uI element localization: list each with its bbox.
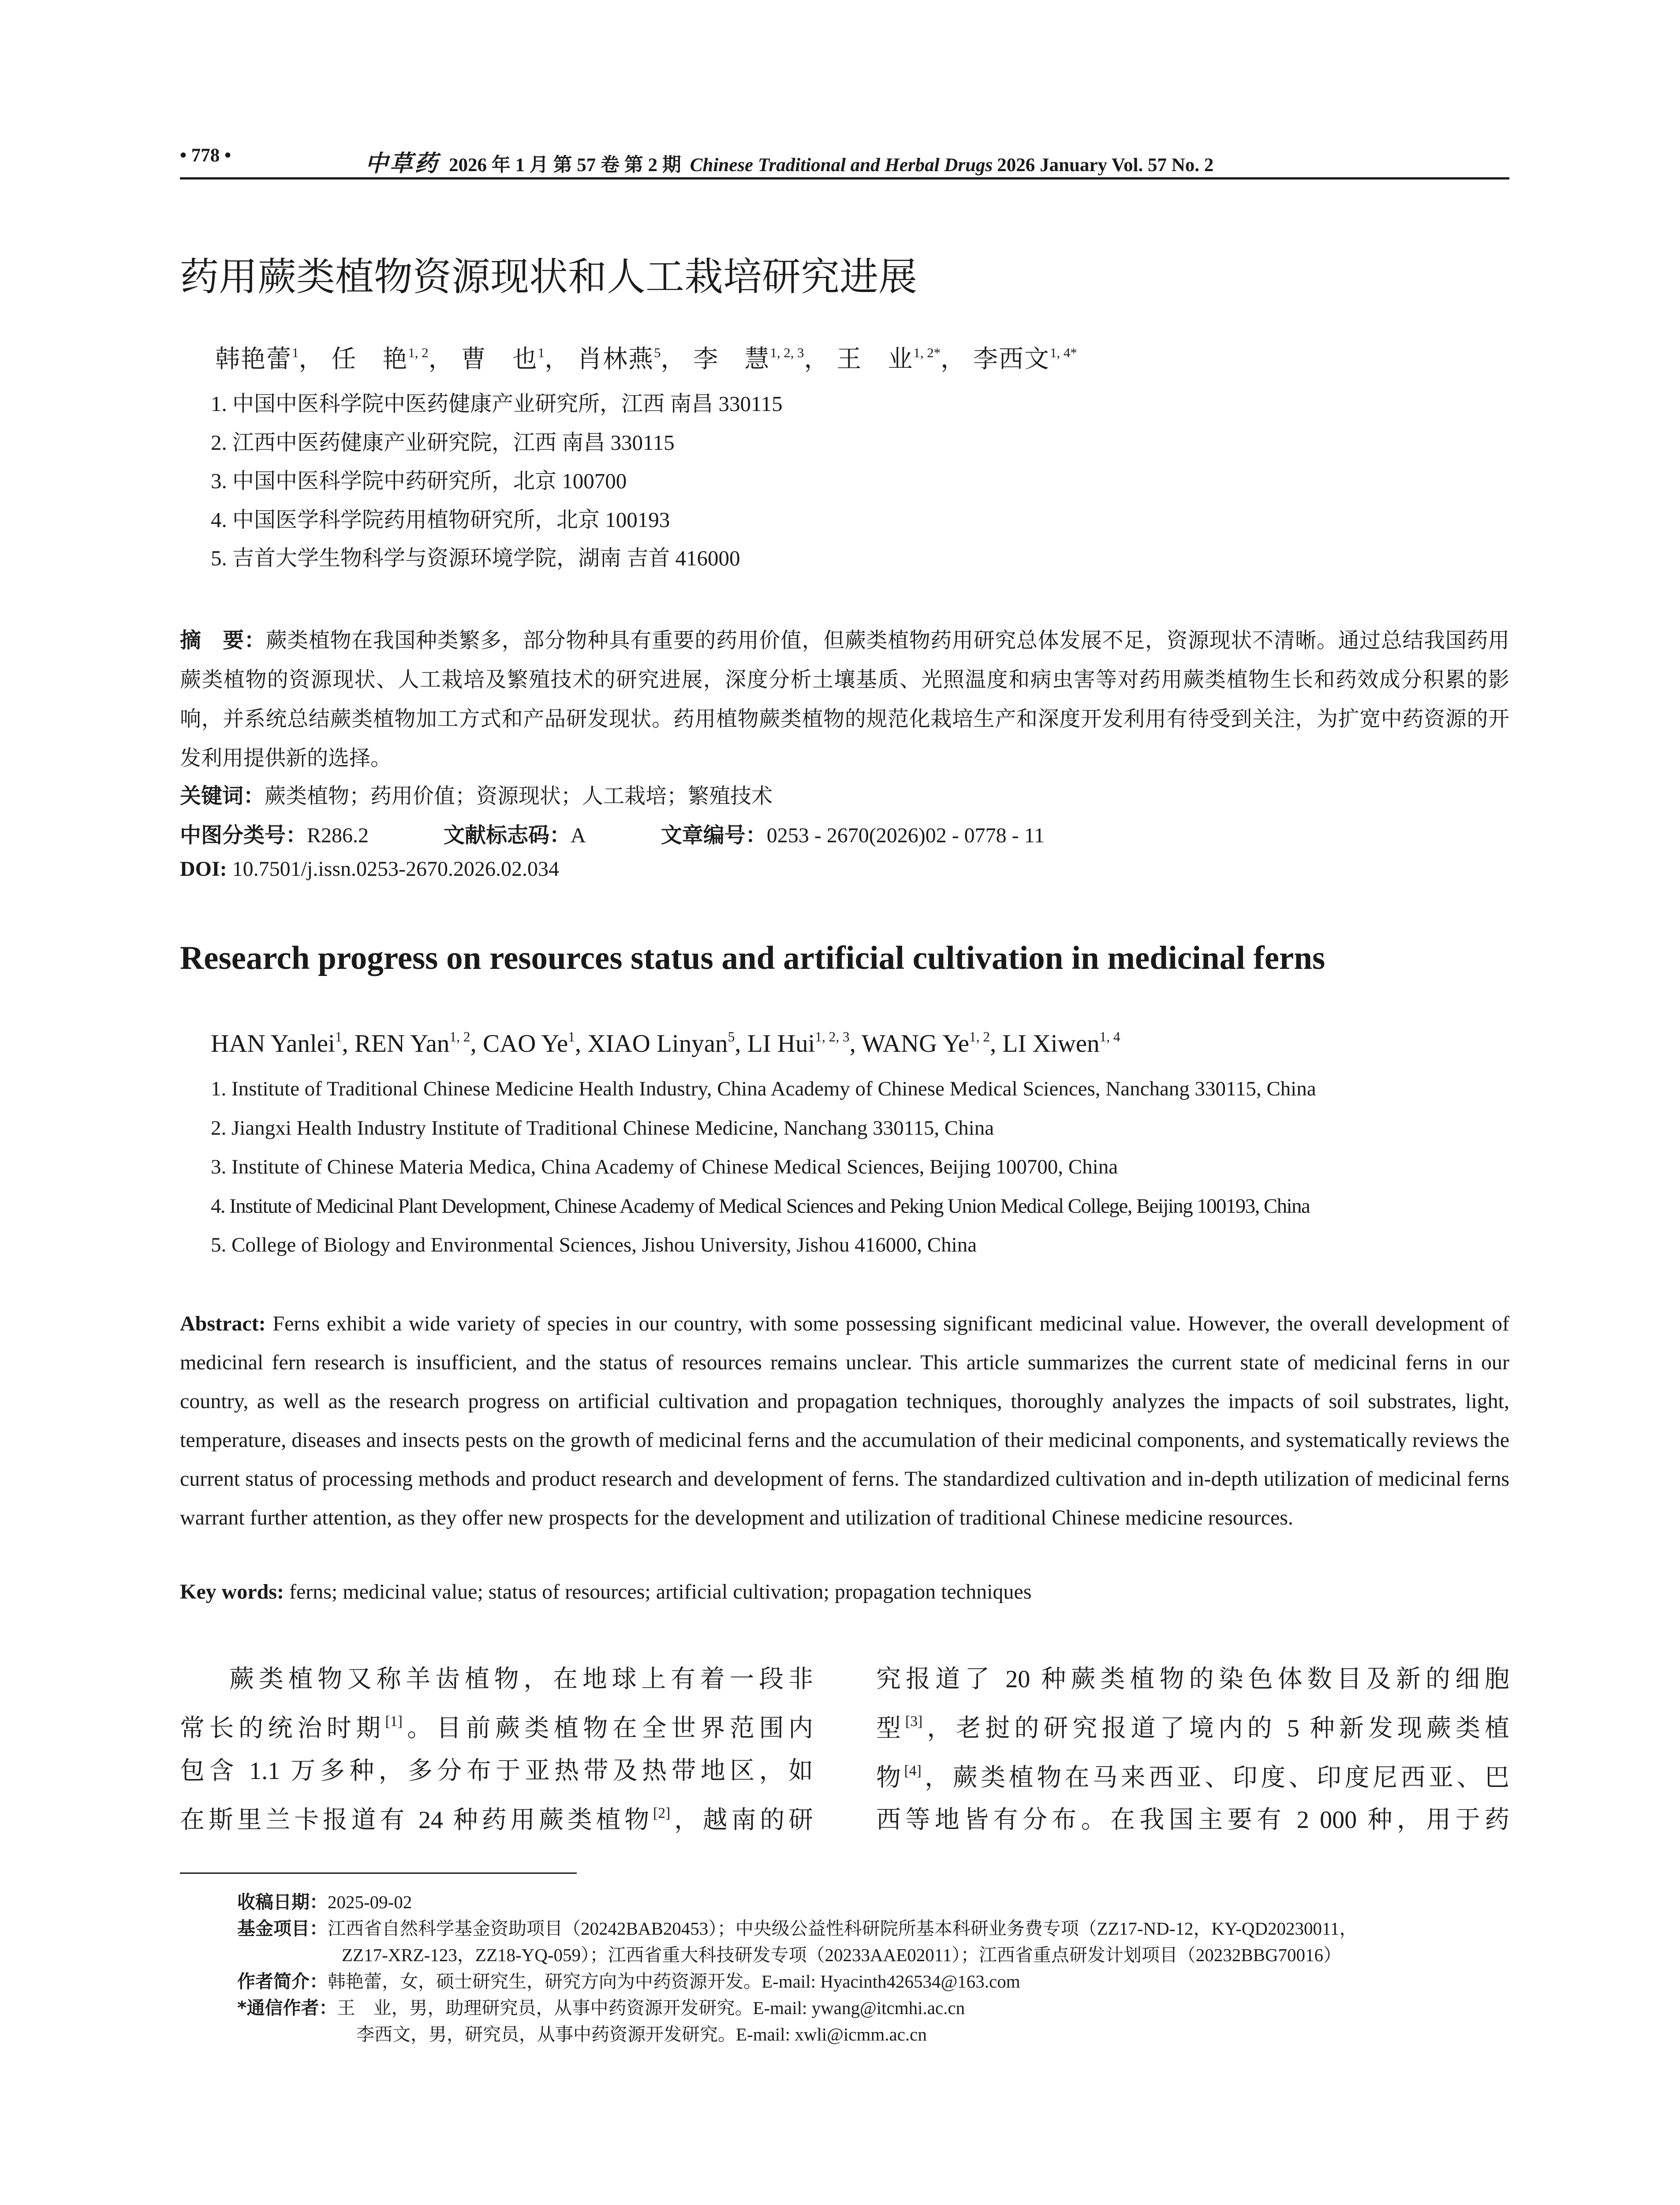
affiliation-cn: 3. 中国中医科学院中药研究所，北京 100700 — [211, 469, 627, 493]
journal-issue-cn: 2026 年 1 月 第 57 卷 第 2 期 — [449, 155, 681, 176]
affiliation-cn: 2. 江西中医药健康产业研究院，江西 南昌 330115 — [211, 430, 675, 455]
affiliation-en: 5. College of Biology and Environmental Sciences, Jishou University, Jishou 416000, China — [211, 1233, 977, 1256]
affiliation-cn: 4. 中国医学科学院药用植物研究所，北京 100193 — [211, 507, 670, 532]
affiliation-cn: 5. 吉首大学生物科学与资源环境学院，湖南 吉首 416000 — [211, 546, 740, 570]
body-column-right — [876, 1658, 1509, 1841]
author-en: LI Hui$^{1, 2, 3}$ — [747, 1029, 850, 1058]
document-code: A — [571, 824, 586, 847]
abstract-text-cn: 蕨类植物在我国种类繁多，部分物种具有重要的药用价值，但蕨类植物药用研究总体发展不足，资源现状不清晰。通过总结我国药用蕨类植物的资源现状、人工栽培及繁殖技术的研究进展，深度分析土壤基质、光照温度和病虫害等对药用蕨类植物生长和药效成分积累的影响，并系统总结蕨类植物加工方式和产品研发现状。药用植物蕨类植物的规范化栽培生产和深度开发利用有待受到关注，为扩宽中药资源的开发利用提供新的选择。 — [180, 629, 1509, 770]
body-line: 常长的统治时期[1]。目前蕨类植物在全世界范围内 — [180, 1713, 814, 1742]
abstract-cn — [180, 621, 1509, 778]
affiliation-en: 3. Institute of Chinese Materia Medica, China Academy of Chinese Medical Sciences, Beijing 100700, China — [211, 1155, 1118, 1178]
journal-brand-cn: 中草药 — [365, 150, 440, 177]
keywords-en: Key words: ferns; medicinal value; status of resources; artificial cultivation; propagation techniques — [180, 1580, 1032, 1603]
doi-link[interactable]: 10.7501/j.issn.0253-2670.2026.02.034 — [232, 857, 560, 881]
footnote-fund-cont: ZZ17-XRZ-123，ZZ18-YQ-059）；江西省重大科技研发专项（20233AAE02011）；江西省重点研发计划项目（20232BBG70016） — [342, 1945, 1342, 1965]
clc-number: R286.2 — [307, 824, 369, 847]
abstract-label-cn: 摘 要： — [180, 628, 266, 653]
affiliation-cn: 1. 中国中医科学院中医药健康产业研究所，江西 南昌 330115 — [211, 392, 783, 416]
footnote-author-bio: 作者简介：韩艳蕾，女，硕士研究生，研究方向为中药资源开发。E-mail: Hyacinth426534@163.com — [237, 1971, 1020, 1992]
citation[interactable]: [2] — [653, 1805, 671, 1821]
journal-info — [365, 145, 1213, 178]
author-list-cn: 韩艳蕾$^1$， 任 艳$^{1, 2}$， 曹 也$^1$， 肖林燕$^5$， 李 慧$^{1, 2, 3}$， 王 业$^{1, 2*}$， 李西文$^{1, 4*}$ — [215, 345, 1077, 373]
article-title-en: Research progress on resources status and artificial cultivation in medicinal ferns — [180, 940, 1325, 976]
body-line: 型[3]，老挝的研究报道了境内的 5 种新发现蕨类植 — [876, 1713, 1510, 1742]
journal-issue-en: 2026 January Vol. 57 No. 2 — [997, 155, 1214, 176]
author-cn: 韩艳蕾$^1$ — [215, 345, 299, 373]
article-number: 0253 - 2670(2026)02 - 0778 - 11 — [766, 824, 1045, 847]
footnote-corresponding-2: 李西文，男，研究员，从事中药资源开发研究。E-mail: xwli@icmm.ac.cn — [356, 2024, 927, 2044]
affiliation-en: 1. Institute of Traditional Chinese Medicine Health Industry, China Academy of Chinese Medical Sciences, Nanchang 330115, China — [211, 1077, 1316, 1100]
footnote-corresponding: *通信作者：王 业，男，助理研究员，从事中药资源开发研究。E-mail: ywang@itcmhi.ac.cn — [237, 1997, 965, 2018]
author-cn: 李 慧$^{1, 2, 3}$ — [693, 345, 804, 373]
author-en: WANG Ye$^{1, 2}$ — [862, 1029, 990, 1058]
body-line: 西等地皆有分布。在我国主要有 2 000 种，用于药 — [876, 1806, 1509, 1834]
body-column-left — [180, 1658, 813, 1841]
affiliations-cn — [211, 385, 783, 578]
author-en: REN Yan$^{1, 2}$ — [355, 1029, 470, 1058]
citation[interactable]: [1] — [385, 1713, 403, 1730]
author-en: XIAO Linyan$^5$ — [587, 1029, 735, 1058]
affiliations-en — [211, 1069, 1316, 1265]
abstract-label-en: Abstract: — [180, 1312, 266, 1335]
citation[interactable]: [3] — [905, 1713, 923, 1730]
body-line: 蕨类植物又称羊齿植物，在地球上有着一段非 — [229, 1666, 813, 1693]
body-line: 包含 1.1 万多种，多分布于亚热带及热带地区，如 — [180, 1757, 813, 1785]
author-cn: 李西文$^{1, 4*}$ — [973, 345, 1077, 373]
body-line: 物[4]，蕨类植物在马来西亚、印度、印度尼西亚、巴 — [876, 1762, 1510, 1792]
footnote-fund: 基金项目：江西省自然科学基金资助项目（20242BAB20453）；中央级公益性科研院所基本科研业务费专项（ZZ17-ND-12，KY-QD20230011， — [237, 1918, 1358, 1939]
author-list-en: HAN Yanlei$^1$, REN Yan$^{1, 2}$, CAO Ye$^1$, XIAO Linyan$^5$, LI Hui$^{1, 2, 3}$, WANG Ye$^{1, 2}$, LI Xiwen$^{1, 4}$ — [211, 1029, 1120, 1058]
author-en: HAN Yanlei$^1$ — [211, 1029, 342, 1058]
journal-name-en: Chinese Traditional and Herbal Drugs — [690, 155, 993, 176]
classification-row: 中图分类号：R286.2 文献标志码：A 文章编号：0253 - 2670(2026)02 - 0778 - 11 — [180, 823, 1045, 848]
running-header — [180, 140, 1509, 177]
footnote-rule — [180, 1872, 577, 1874]
abstract-en — [180, 1304, 1509, 1537]
author-en: LI Xiwen$^{1, 4}$ — [1002, 1029, 1120, 1058]
page-number: • 778 • — [180, 145, 231, 166]
author-cn: 曹 也$^1$ — [461, 345, 545, 373]
abstract-text-en: Ferns exhibit a wide variety of species in our country, with some possessing significant medicinal value. However, the overall development of medicinal fern research is insufficient, and the status of resources remains unclear. This article summarizes the current state of medicinal ferns in our country, as well as the research progress on artificial cultivation and propagation techniques, thoroughly analyzes the impacts of soil substrates, light, temperature, diseases and insects pests on the growth of medicinal ferns and the accumulation of their medicinal components, and systematically reviews the current status of processing methods and product research and development of ferns. The standardized cultivation and in-depth utilization of medicinal ferns warrant further attention, as they offer new prospects for the development and utilization of traditional Chinese medicine resources. — [180, 1312, 1510, 1529]
body-line: 究报道了 20 种蕨类植物的染色体数目及新的细胞 — [876, 1666, 1509, 1693]
author-en: CAO Ye$^1$ — [482, 1029, 575, 1058]
author-cn: 王 业$^{1, 2*}$ — [836, 345, 941, 373]
article-title-cn: 药用蕨类植物资源现状和人工栽培研究进展 — [180, 254, 918, 299]
citation[interactable]: [4] — [904, 1762, 922, 1779]
keywords-text-cn: 蕨类植物；药用价值；资源现状；人工栽培；繁殖技术 — [265, 785, 773, 808]
doi-row: DOI: 10.7501/j.issn.0253-2670.2026.02.034 — [180, 857, 560, 881]
affiliation-en: 2. Jiangxi Health Industry Institute of Traditional Chinese Medicine, Nanchang 330115, China — [211, 1116, 994, 1140]
body-line: 在斯里兰卡报道有 24 种药用蕨类植物[2]，越南的研 — [180, 1805, 813, 1834]
author-cn: 任 艳$^{1, 2}$ — [331, 345, 429, 373]
footnote-received: 收稿日期：2025-09-02 — [237, 1891, 412, 1913]
affiliation-en: 4. Institute of Medicinal Plant Development, Chinese Academy of Medical Sciences and Peking Union Medical College, Beijing 100193, China — [211, 1194, 1310, 1218]
header-rule — [180, 177, 1509, 179]
keywords-cn: 关键词：蕨类植物；药用价值；资源现状；人工栽培；繁殖技术 — [180, 784, 773, 808]
author-cn: 肖林燕$^5$ — [577, 345, 661, 373]
keywords-text-en: ferns; medicinal value; status of resources; artificial cultivation; propagation techniques — [289, 1580, 1032, 1603]
